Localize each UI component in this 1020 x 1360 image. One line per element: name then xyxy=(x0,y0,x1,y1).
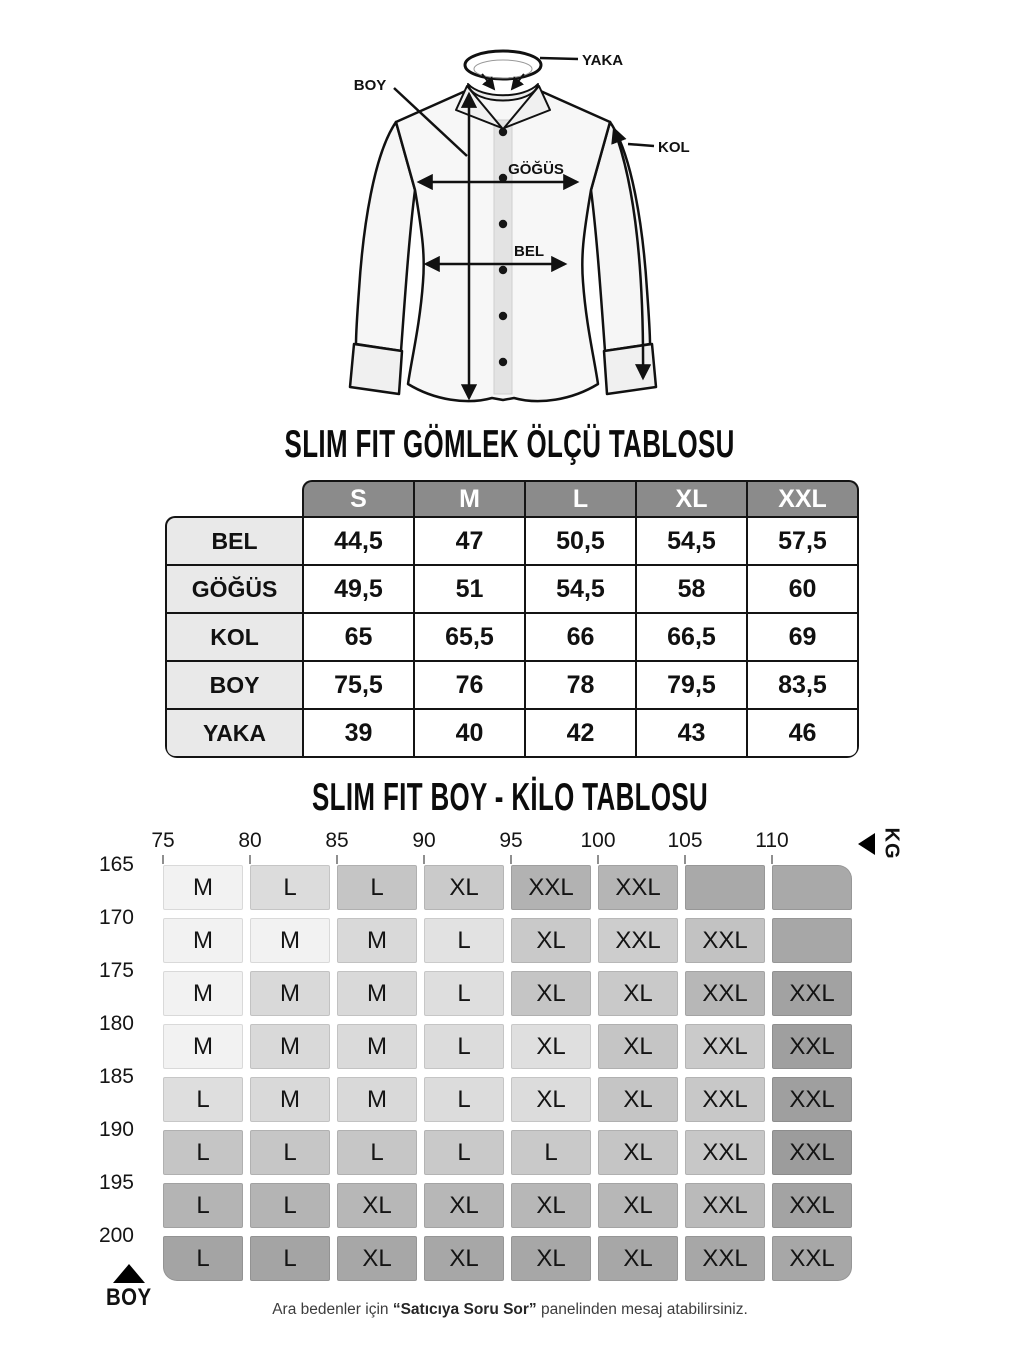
height-tick-label: 195 xyxy=(98,1171,134,1194)
footer-text-suffix: panelinden mesaj atabilirsiniz. xyxy=(536,1301,748,1318)
hw-cell xyxy=(685,865,765,910)
hw-cell: XXL xyxy=(772,1024,852,1069)
size-cell: 60 xyxy=(748,566,857,612)
height-axis xyxy=(88,853,150,1293)
hw-cell: XXL xyxy=(685,1236,765,1281)
hw-cell: XXL xyxy=(685,1024,765,1069)
hw-cell: XXL xyxy=(511,865,591,910)
kg-tick-label: 85 xyxy=(325,829,349,852)
hw-cell: L xyxy=(250,1236,330,1281)
hw-cell: XL xyxy=(511,1183,591,1228)
size-cell: 50,5 xyxy=(526,518,635,564)
size-column-header: XXL xyxy=(748,482,857,516)
kg-tick xyxy=(597,855,599,864)
size-cell: 76 xyxy=(415,662,524,708)
size-cell: 49,5 xyxy=(304,566,413,612)
hw-cell: L xyxy=(511,1130,591,1175)
hw-cell: XXL xyxy=(598,865,678,910)
yaka-pointers xyxy=(482,74,524,89)
hw-cell: XXL xyxy=(772,1130,852,1175)
hw-cell: XL xyxy=(511,1236,591,1281)
footer-text-bold: “Satıcıya Soru Sor” xyxy=(392,1301,537,1318)
size-row-label: BOY xyxy=(167,662,302,708)
hw-cell: XL xyxy=(424,1183,504,1228)
kg-tick-label: 80 xyxy=(238,829,262,852)
size-cell: 78 xyxy=(526,662,635,708)
hw-cell: XXL xyxy=(772,1077,852,1122)
size-cell: 40 xyxy=(415,710,524,756)
hw-cell xyxy=(772,918,852,963)
size-cell: 57,5 xyxy=(748,518,857,564)
size-row-label: GÖĞÜS xyxy=(167,566,302,612)
hw-cell: XXL xyxy=(772,1183,852,1228)
size-cell: 43 xyxy=(637,710,746,756)
kg-tick xyxy=(162,855,164,864)
hw-cell: XL xyxy=(598,971,678,1016)
hw-cell: XXL xyxy=(685,1077,765,1122)
hw-cell: XL xyxy=(598,1024,678,1069)
hw-cell: XL xyxy=(424,865,504,910)
height-weight-grid xyxy=(163,865,852,1281)
hw-cell: M xyxy=(337,918,417,963)
hw-cell: M xyxy=(163,1024,243,1069)
boy-label: BOY xyxy=(353,77,387,94)
size-column-header: L xyxy=(526,482,635,516)
size-column-header: XL xyxy=(637,482,746,516)
kg-marker xyxy=(858,827,907,860)
height-tick-label: 190 xyxy=(98,1118,134,1141)
hw-cell: XXL xyxy=(685,918,765,963)
hw-cell: XL xyxy=(337,1236,417,1281)
hw-cell: XL xyxy=(511,1077,591,1122)
size-cell: 44,5 xyxy=(304,518,413,564)
hw-cell: L xyxy=(250,865,330,910)
hw-cell xyxy=(772,865,852,910)
height-tick-label: 200 xyxy=(98,1224,134,1247)
boy-arrow-icon xyxy=(113,1264,145,1283)
size-table-body xyxy=(165,516,859,758)
size-table-title: SLIM FIT GÖMLEK ÖLÇÜ TABLOSU xyxy=(284,421,736,466)
height-tick-label: 165 xyxy=(98,853,134,876)
size-cell: 39 xyxy=(304,710,413,756)
hw-cell: M xyxy=(250,918,330,963)
kol-connector xyxy=(628,144,654,146)
kg-tick-label: 105 xyxy=(667,829,703,852)
kg-tick xyxy=(684,855,686,864)
hw-cell: M xyxy=(163,971,243,1016)
hw-cell: XXL xyxy=(685,971,765,1016)
kol-label: KOL xyxy=(658,139,690,156)
height-tick-label: 185 xyxy=(98,1065,134,1088)
hw-cell: XXL xyxy=(772,971,852,1016)
bel-label: BEL xyxy=(514,243,544,260)
hw-cell: M xyxy=(337,1024,417,1069)
hw-cell: L xyxy=(337,865,417,910)
height-weight-title: SLIM FIT BOY - KİLO TABLOSU xyxy=(311,774,709,819)
size-table-header xyxy=(302,480,859,518)
size-column-header: S xyxy=(304,482,413,516)
hw-cell: XXL xyxy=(685,1130,765,1175)
hw-cell: L xyxy=(424,971,504,1016)
kg-tick xyxy=(423,855,425,864)
hw-cell: L xyxy=(163,1236,243,1281)
kg-tick xyxy=(336,855,338,864)
size-cell: 54,5 xyxy=(526,566,635,612)
hw-cell: XL xyxy=(511,918,591,963)
hw-cell: L xyxy=(250,1183,330,1228)
hw-cell: XXL xyxy=(598,918,678,963)
height-tick-label: 180 xyxy=(98,1012,134,1035)
size-cell: 51 xyxy=(415,566,524,612)
hw-cell: L xyxy=(424,1024,504,1069)
size-cell: 58 xyxy=(637,566,746,612)
hw-cell: L xyxy=(424,918,504,963)
hw-cell: M xyxy=(250,971,330,1016)
hw-cell: XXL xyxy=(772,1236,852,1281)
size-row-label: KOL xyxy=(167,614,302,660)
hw-cell: L xyxy=(163,1183,243,1228)
hw-cell: L xyxy=(163,1077,243,1122)
size-cell: 79,5 xyxy=(637,662,746,708)
shirt-diagram xyxy=(322,32,702,432)
hw-cell: M xyxy=(337,1077,417,1122)
hw-cell: XL xyxy=(598,1130,678,1175)
size-row-label: YAKA xyxy=(167,710,302,756)
height-tick-label: 170 xyxy=(98,906,134,929)
footer-text-prefix: Ara bedenler için xyxy=(272,1301,393,1318)
hw-cell: M xyxy=(250,1077,330,1122)
hw-cell: L xyxy=(163,1130,243,1175)
size-row-label: BEL xyxy=(167,518,302,564)
kg-tick xyxy=(249,855,251,864)
size-cell: 47 xyxy=(415,518,524,564)
hw-cell: L xyxy=(250,1130,330,1175)
size-cell: 69 xyxy=(748,614,857,660)
size-cell: 65 xyxy=(304,614,413,660)
kg-tick xyxy=(510,855,512,864)
kg-arrow-icon xyxy=(858,833,875,855)
kg-tick-label: 90 xyxy=(412,829,436,852)
footer-note xyxy=(0,1301,1020,1319)
size-cell: 83,5 xyxy=(748,662,857,708)
hw-cell: XL xyxy=(424,1236,504,1281)
hw-cell: XL xyxy=(511,1024,591,1069)
hw-cell: L xyxy=(424,1077,504,1122)
kg-tick-label: 75 xyxy=(151,829,175,852)
hw-cell: XL xyxy=(598,1183,678,1228)
hw-cell: M xyxy=(250,1024,330,1069)
hw-cell: L xyxy=(424,1130,504,1175)
size-cell: 75,5 xyxy=(304,662,413,708)
kg-marker-label: KG xyxy=(880,827,903,860)
boy-marker-label: BOY xyxy=(106,1284,152,1311)
kg-tick-label: 95 xyxy=(499,829,523,852)
hw-cell: XL xyxy=(598,1236,678,1281)
kg-tick-label: 110 xyxy=(755,829,789,852)
hw-cell: M xyxy=(163,865,243,910)
size-column-header: M xyxy=(415,482,524,516)
kg-tick xyxy=(771,855,773,864)
size-cell: 66 xyxy=(526,614,635,660)
size-cell: 65,5 xyxy=(415,614,524,660)
height-tick-label: 175 xyxy=(98,959,134,982)
hw-cell: L xyxy=(337,1130,417,1175)
size-cell: 66,5 xyxy=(637,614,746,660)
hw-cell: XL xyxy=(511,971,591,1016)
yaka-connector xyxy=(540,58,578,59)
hw-cell: M xyxy=(163,918,243,963)
size-cell: 54,5 xyxy=(637,518,746,564)
kg-axis xyxy=(151,829,863,865)
hw-cell: XL xyxy=(337,1183,417,1228)
yaka-label: YAKA xyxy=(582,52,624,69)
gogus-label: GÖĞÜS xyxy=(508,161,564,178)
kg-tick-label: 100 xyxy=(580,829,616,852)
size-cell: 42 xyxy=(526,710,635,756)
size-cell: 46 xyxy=(748,710,857,756)
hw-cell: XXL xyxy=(685,1183,765,1228)
hw-cell: M xyxy=(337,971,417,1016)
hw-cell: XL xyxy=(598,1077,678,1122)
